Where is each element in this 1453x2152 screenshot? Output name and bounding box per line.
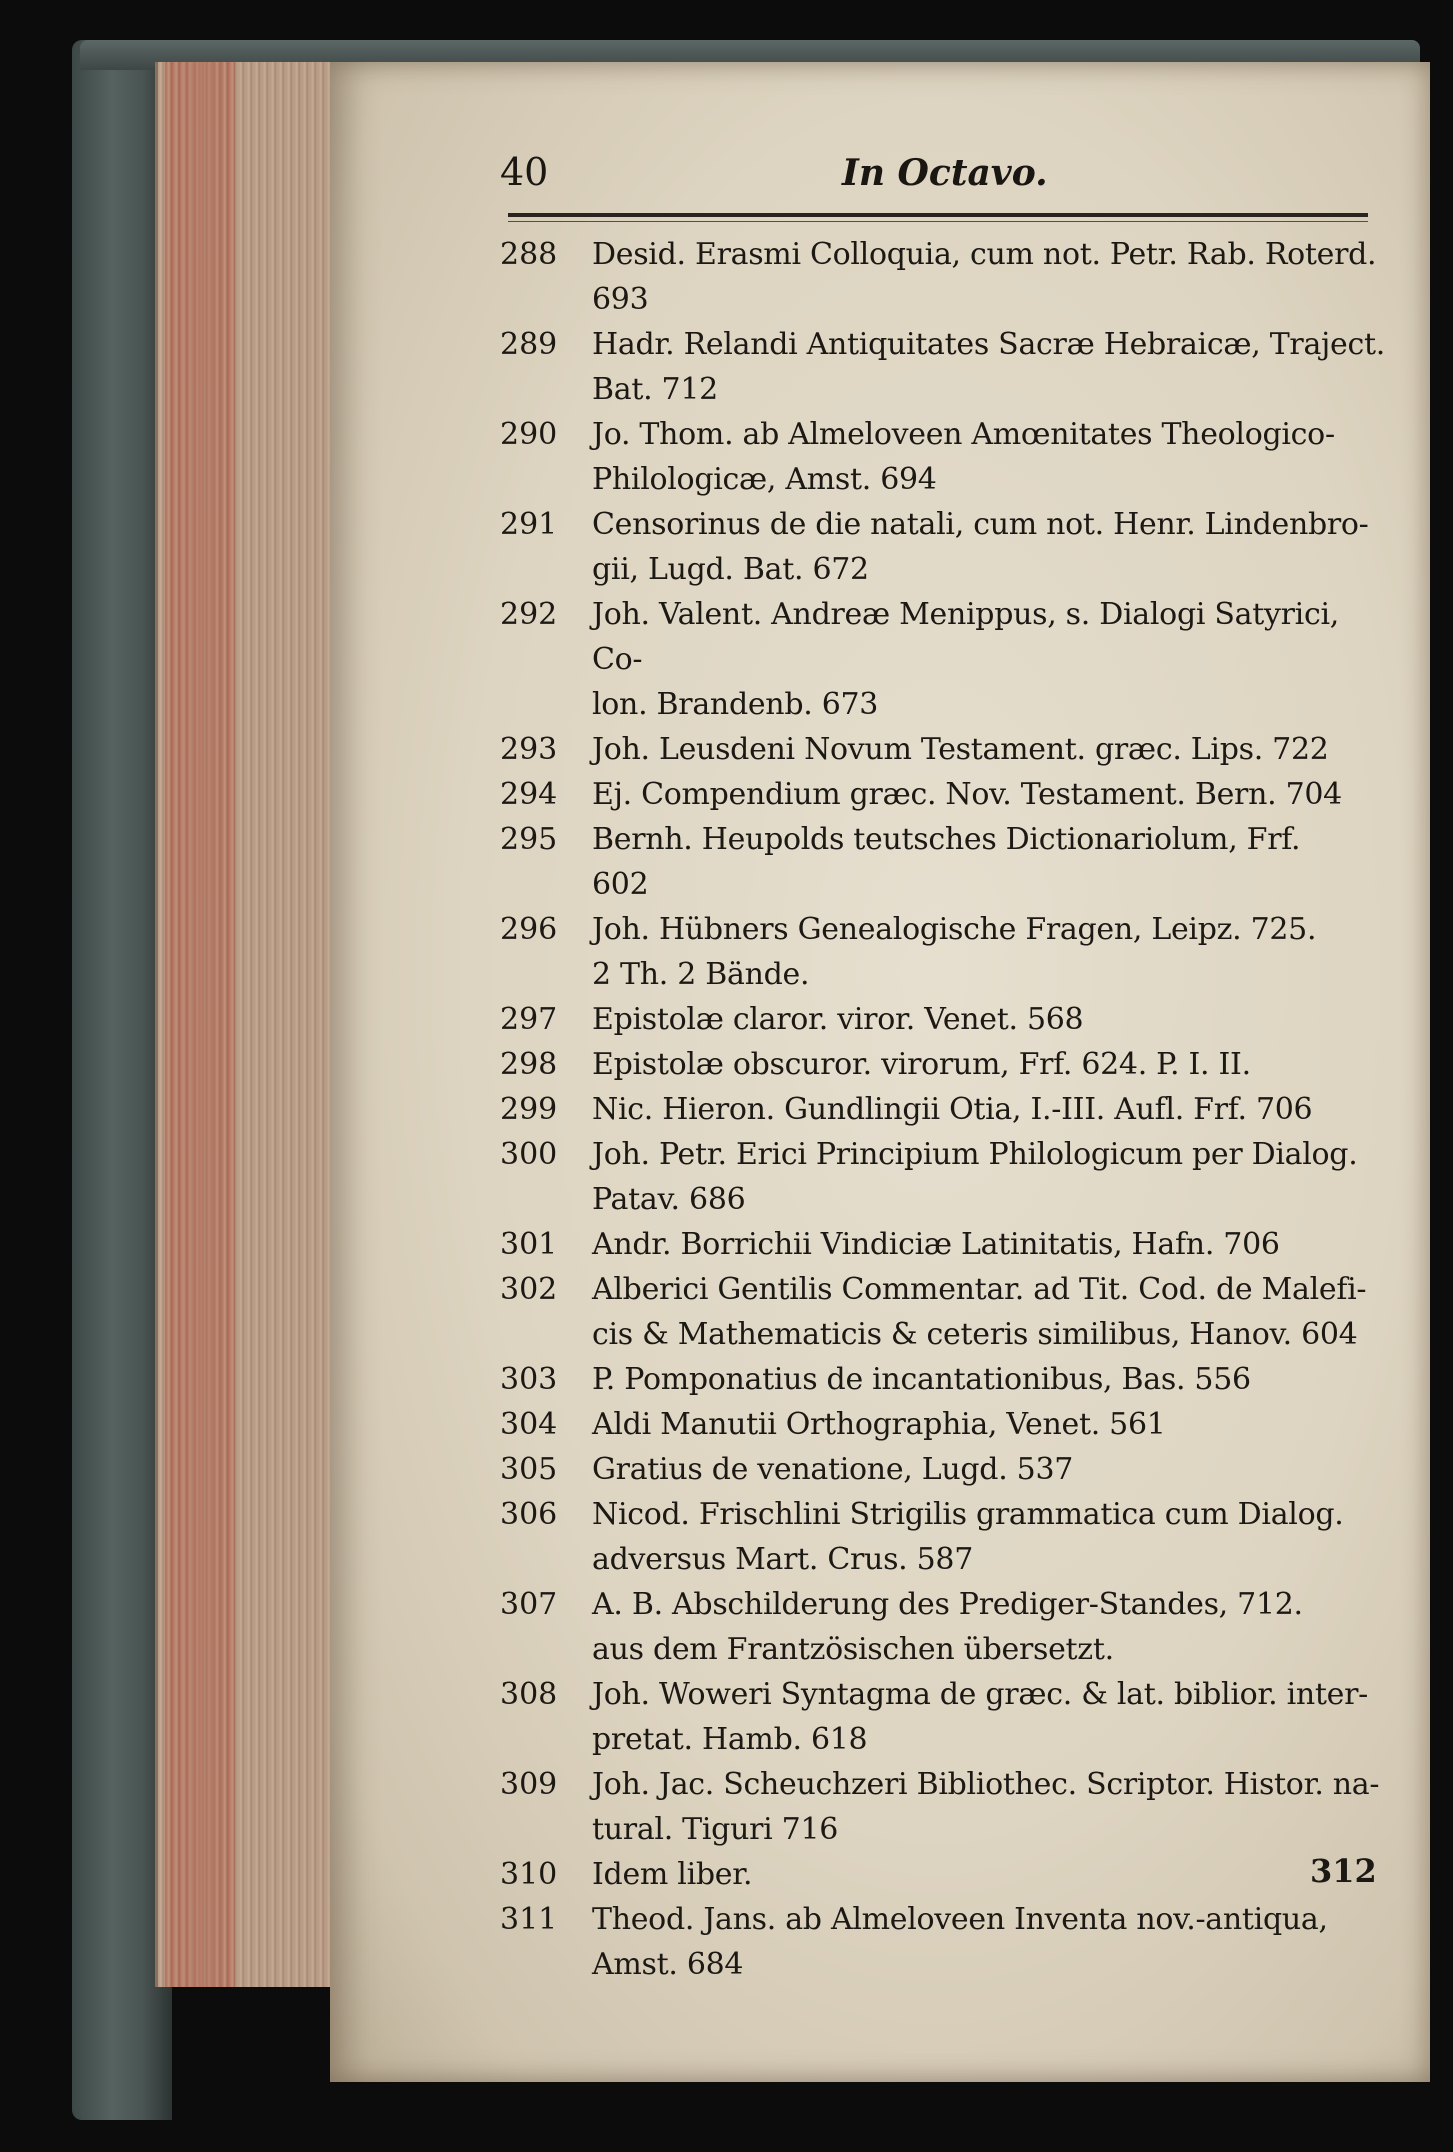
catalogue-entry [500,1402,1390,1447]
entry-number: 295 [500,822,558,857]
entry-number: 304 [500,1407,558,1442]
entry-number: 302 [500,1272,558,1307]
entry-number: 288 [500,237,558,272]
entry-number: 299 [500,1092,558,1127]
header-rule-thin [508,221,1368,222]
catalogue-entry [500,232,1390,322]
catalogue-entry [500,997,1390,1042]
entry-number: 291 [500,507,558,542]
catalogue-entry [500,727,1390,772]
catalogue-entry [500,1447,1390,1492]
catalogue-entry [500,412,1390,502]
catalogue-entry [500,1492,1390,1582]
page-number: 40 [500,150,549,194]
catalogue-entry [500,1762,1390,1852]
entry-number: 296 [500,912,558,947]
catalogue-entry [500,1672,1390,1762]
catalogue-entry [500,1897,1390,1987]
entry-number: 290 [500,417,558,452]
header-rule [508,213,1368,217]
entry-number: 293 [500,732,558,767]
catalogue-entry [500,592,1390,727]
entry-text: Ej. Compendium græc. Nov. Testament. Bern. 704 [592,777,1342,812]
catalogue-entry [500,772,1390,817]
entry-text: Idem liber. [592,1857,753,1892]
catalogue-entry [500,1267,1390,1357]
entry-number: 311 [500,1902,558,1937]
entry-number: 289 [500,327,558,362]
catalogue-entry [500,322,1390,412]
entry-text: Joh. Woweri Syntagma de græc. & lat. biblior. inter- pretat. Hamb. 618 [592,1677,1369,1757]
entry-text: Joh. Valent. Andreæ Menippus, s. Dialogi Satyrici, Co- lon. Brandenb. 673 [592,597,1339,722]
catalogue-entry [500,1582,1390,1672]
entry-text: Epistolæ claror. viror. Venet. 568 [592,1002,1084,1037]
catalogue-entry [500,817,1390,907]
entry-number: 308 [500,1677,558,1712]
catalogue-entry [500,1222,1390,1267]
catalogue-entry [500,907,1390,997]
entry-number: 300 [500,1137,558,1172]
entry-text: Joh. Jac. Scheuchzeri Bibliothec. Scriptor. Histor. na- tural. Tiguri 716 [592,1767,1380,1847]
catalogue-entry [500,1087,1390,1132]
entry-number: 307 [500,1587,558,1622]
entry-text: Aldi Manutii Orthographia, Venet. 561 [592,1407,1166,1442]
catalogue-entries [500,232,1390,1987]
entry-number: 294 [500,777,558,812]
entry-text: Epistolæ obscuror. virorum, Frf. 624. P. I. II. [592,1047,1251,1082]
entry-number: 303 [500,1362,558,1397]
entry-text: Theod. Jans. ab Almeloveen Inventa nov.-antiqua, Amst. 684 [592,1902,1328,1982]
entry-text: Joh. Leusdeni Novum Testament. græc. Lips. 722 [592,732,1329,767]
entry-number: 306 [500,1497,558,1532]
entry-text: Desid. Erasmi Colloquia, cum not. Petr. Rab. Roterd. 693 [592,237,1377,317]
red-edge-stain [165,62,235,1987]
entry-number: 298 [500,1047,558,1082]
entry-text: Joh. Petr. Erici Principium Philologicum per Dialog. Patav. 686 [592,1137,1358,1217]
entry-text: Bernh. Heupolds teutsches Dictionariolum, Frf. 602 [592,822,1301,902]
entry-text: Nic. Hieron. Gundlingii Otia, I.-III. Aufl. Frf. 706 [592,1092,1313,1127]
entry-number: 309 [500,1767,558,1802]
catalogue-entry [500,502,1390,592]
catalogue-entry [500,1357,1390,1402]
catchword: 312 [1310,1852,1377,1890]
entry-text: Nicod. Frischlini Strigilis grammatica cum Dialog. adversus Mart. Crus. 587 [592,1497,1344,1577]
entry-number: 305 [500,1452,558,1487]
entry-number: 310 [500,1857,558,1892]
entry-text: A. B. Abschilderung des Prediger-Standes, 712. aus dem Frantzösischen übersetzt. [592,1587,1303,1667]
entry-number: 292 [500,597,558,632]
entry-text: Gratius de venatione, Lugd. 537 [592,1452,1074,1487]
catalogue-entry [500,1132,1390,1222]
catalogue-entry [500,1852,1390,1897]
entry-text: Alberici Gentilis Commentar. ad Tit. Cod. de Malefi- cis & Mathematicis & ceteris similibus, Hanov. 604 [592,1272,1367,1352]
entry-text: Joh. Hübners Genealogische Fragen, Leipz. 725. 2 Th. 2 Bände. [592,912,1317,992]
entry-text: Censorinus de die natali, cum not. Henr. Lindenbro- gii, Lugd. Bat. 672 [592,507,1369,587]
entry-number: 297 [500,1002,558,1037]
entry-number: 301 [500,1227,558,1262]
entry-text: Jo. Thom. ab Almeloveen Amœnitates Theologico- Philologicæ, Amst. 694 [592,417,1335,497]
entry-text: P. Pomponatius de incantationibus, Bas. 556 [592,1362,1251,1397]
entry-text: Hadr. Relandi Antiquitates Sacræ Hebraicæ, Traject. Bat. 712 [592,327,1386,407]
entry-text: Andr. Borrichii Vindiciæ Latinitatis, Hafn. 706 [592,1227,1280,1262]
page-header [500,150,1380,210]
catalogue-entry [500,1042,1390,1087]
running-title: In Octavo. [842,152,1048,194]
